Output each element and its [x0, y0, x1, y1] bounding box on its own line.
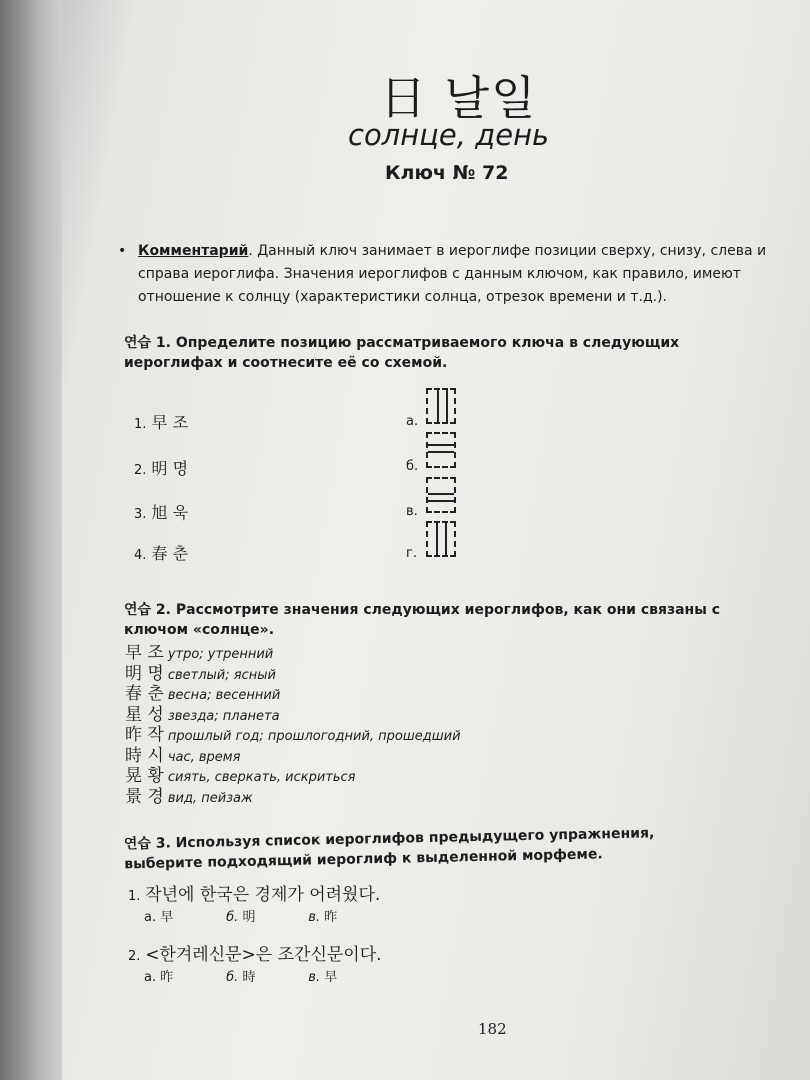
title-russian: солнце, день [348, 118, 550, 152]
choice [144, 966, 222, 985]
question-2 [128, 940, 382, 965]
exercise1-item [134, 541, 188, 564]
exercise1-title: 연습 1. Определите позицию рассматриваемого ключа в следующих иероглифах и соотнесите её со схемой. [124, 335, 680, 371]
vocab-row [125, 767, 461, 788]
title-hanja: 日 날일 [380, 71, 538, 125]
item-number: 4. [134, 548, 147, 563]
item-chars: 早 조 [151, 413, 189, 432]
item-chars: 春 춘 [151, 544, 189, 563]
vocab-chars: 昨 작 [125, 725, 164, 745]
choice [226, 906, 304, 925]
item-chars: 明 명 [151, 459, 189, 478]
exercise2-title: 연습 2. Рассмотрите значения следующих иероглифов, как они связаны с ключом «солнце». [124, 602, 721, 638]
vocab-chars: 星 성 [125, 704, 164, 725]
book-page [62, 0, 810, 1080]
question-number: 2. [128, 949, 141, 964]
choice-letter: в. [308, 910, 321, 925]
vocab-chars: 時 시 [125, 745, 164, 766]
question-1-choices [144, 906, 337, 925]
vocab-row [125, 644, 461, 665]
vocab-row [125, 685, 461, 706]
vocab-meaning: час, время [167, 749, 241, 765]
vocab-meaning: звезда; планета [167, 708, 280, 724]
choice [308, 906, 337, 925]
item-number: 3. [134, 507, 147, 522]
vocab-meaning: светлый; ясный [167, 667, 276, 683]
question-sentence: 작년에 한국은 경제가 어려웠다. [145, 885, 381, 905]
question-sentence: <한겨레신문>은 조간신문이다. [145, 945, 382, 965]
choice-char: 昨 [160, 970, 174, 985]
option-letter-a: а. [406, 414, 419, 429]
vocab-meaning: сиять, сверкать, искриться [167, 770, 356, 785]
vocab-chars: 早 조 [125, 643, 164, 663]
option-letter-b: б. [406, 459, 419, 474]
question-1 [128, 880, 380, 905]
choice [144, 906, 222, 925]
schema-a-left-position [426, 388, 456, 424]
vocab-row [125, 706, 461, 727]
item-number: 1. [134, 417, 147, 432]
vocab-chars: 明 명 [125, 663, 164, 684]
choice-letter: а. [144, 970, 157, 985]
vocab-meaning: весна; весенний [167, 688, 281, 703]
vocab-meaning: прошлый год; прошлогодний, прошедший [167, 729, 461, 744]
option-letter-g: г. [406, 546, 417, 561]
bullet: • [118, 243, 127, 259]
vocab-row [125, 747, 461, 768]
choice-char: 昨 [324, 910, 338, 925]
comment-text [138, 240, 768, 309]
option-letter-v: в. [406, 504, 418, 519]
book-spine-shadow [0, 0, 70, 1080]
choice-letter: б. [226, 910, 239, 925]
schema-v-bottom-position [426, 477, 456, 513]
choice-letter: б. [226, 970, 239, 985]
question-2-choices [144, 966, 337, 985]
vocab-row [125, 665, 461, 686]
choice-letter: а. [144, 910, 157, 925]
exercise1-item [134, 456, 188, 479]
exercise1-item [134, 410, 188, 433]
choice-char: 時 [242, 970, 256, 985]
choice-char: 早 [160, 910, 174, 925]
choice-letter: в. [308, 970, 321, 985]
choice [226, 966, 304, 985]
vocab-row [125, 788, 461, 809]
vocab-meaning: вид, пейзаж [167, 790, 253, 806]
item-number: 2. [134, 463, 147, 478]
comment-label: Комментарий [138, 243, 249, 259]
vocab-row [125, 726, 461, 747]
choice-char: 早 [324, 970, 338, 985]
schema-b-top-position [426, 432, 456, 468]
comment-block [118, 240, 768, 309]
exercise1-item [134, 500, 188, 523]
schema-g-right-position [426, 521, 456, 557]
key-number: Ключ № 72 [385, 162, 509, 184]
vocab-meaning: утро; утренний [167, 647, 274, 662]
comment-body: . Данный ключ занимает в иероглифе позиции сверху, снизу, слева и справа иероглифа. Значения иероглифов с данным ключом, как правило, имеют отношение к солнцу (характеристики солнца, отрезок времени и т.д.). [138, 243, 767, 305]
choice [308, 966, 337, 985]
vocab-chars: 景 경 [125, 786, 164, 807]
page-number: 182 [478, 1020, 507, 1038]
question-number: 1. [128, 889, 141, 904]
vocab-list [125, 644, 461, 808]
vocab-chars: 晃 황 [125, 766, 164, 786]
item-chars: 旭 욱 [151, 503, 189, 522]
vocab-chars: 春 춘 [125, 684, 164, 704]
choice-char: 明 [242, 910, 256, 925]
exercise3-title: 연습 3. Используя список иероглифов предыдущего упражнения, выберите подходящий иероглиф к выделенной морфеме. [123, 825, 655, 873]
